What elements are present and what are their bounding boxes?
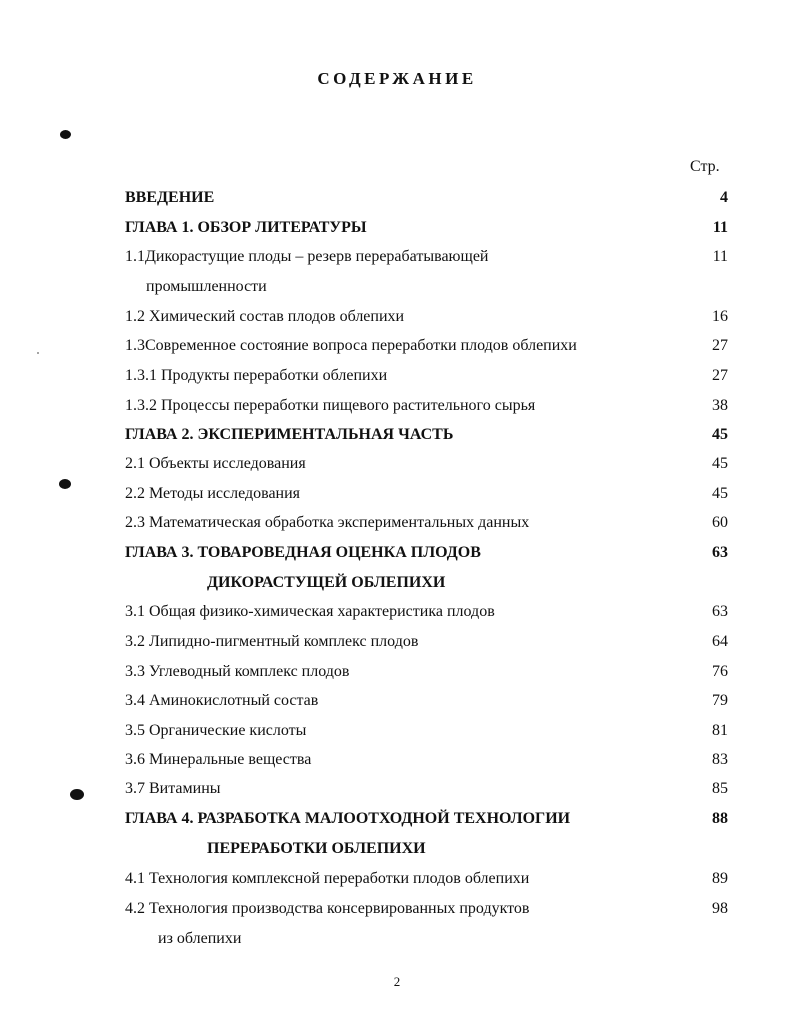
toc-entry-3-2	[0, 630, 794, 654]
toc-entry-text: из облепихи	[158, 930, 242, 947]
toc-entry-chapter-3-continued	[0, 571, 794, 595]
toc-entry-page: 81	[712, 722, 728, 739]
toc-entry-3-4	[0, 689, 794, 713]
toc-entry-page: 45	[712, 485, 728, 502]
toc-entry-page: 76	[712, 663, 728, 680]
toc-entry-3-7	[0, 777, 794, 801]
toc-entry-text: ДИКОРАСТУЩЕЙ ОБЛЕПИХИ	[207, 574, 446, 591]
toc-entry-4-2	[0, 897, 794, 921]
toc-entry-page: 45	[712, 426, 728, 443]
toc-entry-1-1-continued	[0, 275, 794, 299]
toc-entry-text: 1.3Современное состояние вопроса переработки плодов облепихи	[125, 337, 577, 354]
toc-entry-text: 1.3.1 Продукты переработки облепихи	[125, 367, 388, 384]
toc-entry-text: ГЛАВА 1. ОБЗОР ЛИТЕРАТУРЫ	[125, 219, 367, 236]
toc-entry-page: 83	[712, 751, 728, 768]
toc-entry-2-3	[0, 511, 794, 535]
toc-entry-text: 1.2 Химический состав плодов облепихи	[125, 308, 405, 325]
ink-blot	[59, 479, 71, 489]
toc-entry-page: 11	[712, 248, 728, 265]
toc-entry-chapter-2	[0, 423, 794, 447]
toc-entry-text: 4.1 Технология комплексной переработки плодов облепихи	[125, 870, 530, 887]
toc-entry-page: 11	[712, 219, 728, 236]
toc-entry-text: 3.3 Углеводный комплекс плодов	[125, 663, 350, 680]
ink-blot	[60, 130, 71, 139]
toc-entry-chapter-3	[0, 541, 794, 565]
toc-entry-chapter-4	[0, 807, 794, 831]
toc-entry-text: ГЛАВА 4. РАЗРАБОТКА МАЛООТХОДНОЙ ТЕХНОЛОГИИ	[125, 810, 571, 827]
toc-entry-2-1	[0, 452, 794, 476]
toc-entry-text: 1.1Дикорастущие плоды – резерв перерабатывающей	[125, 248, 489, 265]
toc-entry-page: 4	[720, 189, 728, 206]
toc-entry-1-1	[0, 245, 794, 269]
toc-entry-text: ВВЕДЕНИЕ	[125, 189, 215, 206]
toc-entry-page: 60	[712, 514, 728, 531]
toc-entry-text: 3.4 Аминокислотный состав	[125, 692, 319, 709]
toc-entry-text: промышленности	[146, 278, 267, 295]
toc-entry-page: 64	[712, 633, 728, 650]
toc-entry-page: 63	[712, 603, 728, 620]
toc-entry-text: 3.1 Общая физико-химическая характеристика плодов	[125, 603, 495, 620]
toc-entry-1-2	[0, 305, 794, 329]
toc-entry-text: 2.1 Объекты исследования	[125, 455, 306, 472]
toc-entry-text: 1.3.2 Процессы переработки пищевого растительного сырья	[125, 397, 536, 414]
toc-entry-page: 85	[712, 780, 728, 797]
toc-entry-text: ПЕРЕРАБОТКИ ОБЛЕПИХИ	[207, 840, 426, 857]
page-column-label: Стр.	[690, 158, 720, 175]
toc-entry-page: 89	[712, 870, 728, 887]
toc-entry-1-3	[0, 334, 794, 358]
page-number: 2	[393, 974, 401, 989]
toc-entry-text: 3.2 Липидно-пигментный комплекс плодов	[125, 633, 419, 650]
toc-entry-introduction	[0, 186, 794, 210]
toc-entry-page: 88	[712, 810, 728, 827]
toc-entry-page: 45	[712, 455, 728, 472]
toc-entry-text: 2.3 Математическая обработка экспериментальных данных	[125, 514, 530, 531]
toc-entry-chapter-4-continued	[0, 837, 794, 861]
toc-entry-text: 3.6 Минеральные вещества	[125, 751, 312, 768]
toc-entry-page: 38	[712, 397, 728, 414]
toc-entry-3-3	[0, 660, 794, 684]
toc-entry-1-3-2	[0, 394, 794, 418]
toc-entry-text: ГЛАВА 3. ТОВАРОВЕДНАЯ ОЦЕНКА ПЛОДОВ	[125, 544, 481, 561]
toc-entry-text: 3.5 Органические кислоты	[125, 722, 307, 739]
toc-entry-3-5	[0, 719, 794, 743]
toc-entry-text: 4.2 Технология производства консервированных продуктов	[125, 900, 530, 917]
toc-entry-page: 16	[712, 308, 728, 325]
toc-entry-chapter-1	[0, 216, 794, 240]
toc-entry-3-1	[0, 600, 794, 624]
page-title: СОДЕРЖАНИЕ	[317, 69, 477, 88]
toc-entry-4-1	[0, 867, 794, 891]
toc-entry-text: ГЛАВА 2. ЭКСПЕРИМЕНТАЛЬНАЯ ЧАСТЬ	[125, 426, 454, 443]
ink-dot	[37, 352, 39, 354]
toc-entry-page: 27	[712, 337, 728, 354]
toc-entry-3-6	[0, 748, 794, 772]
toc-entry-page: 27	[712, 367, 728, 384]
ink-blot	[70, 789, 84, 800]
toc-entry-text: 3.7 Витамины	[125, 780, 221, 797]
toc-entry-page: 63	[712, 544, 728, 561]
toc-entry-page: 98	[712, 900, 728, 917]
toc-entry-text: 2.2 Методы исследования	[125, 485, 301, 502]
toc-entry-4-2-continued	[0, 927, 794, 951]
toc-entry-2-2	[0, 482, 794, 506]
toc-entry-1-3-1	[0, 364, 794, 388]
toc-entry-page: 79	[712, 692, 728, 709]
